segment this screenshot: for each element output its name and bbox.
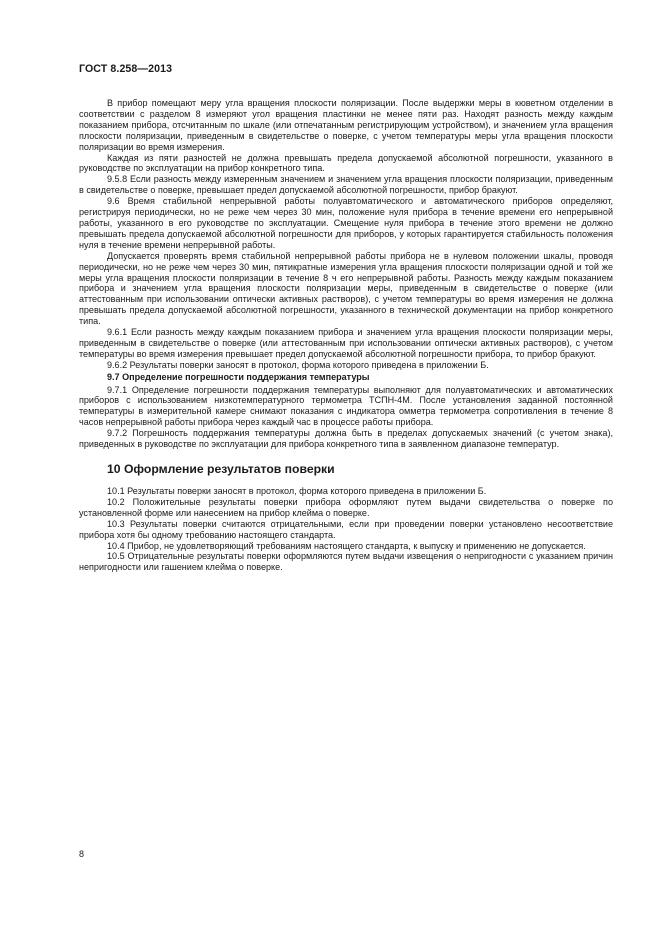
paragraph: В прибор помещают меру угла вращения плоскости поляризации. После выдержки меры в кюветном отделении в соответствии с разделом 8 измеряют угол вращения пластинки не менее пяти раз. Находят разность между каждым показанием прибора, отсчитанным по шкале (или отпечатанным регистрирующим устройством), и значением угла вращения плоскости поляризации, приведенным в свидетельстве о поверке, с учетом температуры меры угла вращения плоскости поляризации во время измерения. xyxy=(79,98,613,152)
paragraph-10-2: 10.2 Положительные результаты поверки прибора оформляют путем выдачи свидетельства о поверке по установленной форме или нанесением на прибор клейма о поверке. xyxy=(79,496,613,518)
paragraph: Каждая из пяти разностей не должна превышать предела допускаемой абсолютной погрешности, указанного в руководстве по эксплуатации на прибор конкретного типа. xyxy=(79,152,613,174)
page-number: 8 xyxy=(79,849,85,859)
paragraph-10-3: 10.3 Результаты поверки считаются отрицательными, если при проведении поверки установлено несоответствие прибора хотя бы одному требованию настоящего стандарта. xyxy=(79,518,613,540)
paragraph-9-7-2: 9.7.2 Погрешность поддержания температуры должна быть в пределах допускаемых значений (с учетом знака), приведенных в руководстве по эксплуатации для прибора конкретного типа в заявленном диапазоне температур. xyxy=(79,428,613,450)
document-header: ГОСТ 8.258—2013 xyxy=(79,63,173,75)
paragraph-10-4: 10.4 Прибор, не удовлетворяющий требованиям настоящего стандарта, к выпуску и применению не допускается. xyxy=(107,540,586,551)
paragraph-10-1: 10.1 Результаты поверки заносят в протокол, форма которого приведена в приложении Б. xyxy=(107,486,487,496)
paragraph-9-6: 9.6 Время стабильной непрерывной работы полуавтоматического и автоматического приборов определяют, регистрируя периодически, но не реже чем через 30 мин, положение нуля прибора в течение времени его непрерывной работы, указанного в его руководстве по эксплуатации. Смещение нуля прибора в течение этого времени не должно превышать предела допускаемой абсолютной погрешности для приборов, у которых гарантируется стабильность положения нуля в течение времени непрерывной работы. xyxy=(79,196,613,250)
paragraph: Допускается проверять время стабильной непрерывной работы прибора не в нулевом положении шкалы, проводя периодически, но не реже чем через 30 мин, пятикратные измерения угла вращения плоскости поляризации одной и той же меры угла вращения плоскости поляризации в течение 8 ч его непрерывной работы. Разность между каждым показанием прибора и значением угла вращения плоскости поляризации меры, приведенным в свидетельстве о поверке (или аттестованным при использовании оптически активных растворов), с учетом температуры во время измерения не должна превышать предела допускаемой абсолютной погрешности, указанного в технической документации на прибор конкретного типа. xyxy=(79,250,613,327)
paragraph-9-7-1: 9.7.1 Определение погрешности поддержания температуры выполняют для полуавтоматических и автоматических приборов с использованием низкотемпературного термометра ТСПН-4М. После установления заданной постоянной температуры в измерительной камере снимают показания с индикатора омметра термометра сопротивления в течение 8 часов непрерывной работы прибора через каждый час в процессе работы прибора. xyxy=(79,384,613,428)
subheading-9-7: 9.7 Определение погрешности поддержания температуры xyxy=(107,371,370,382)
paragraph-10-5: 10.5 Отрицательные результаты поверки оформляются путем выдачи извещения о непригодности с указанием причин непригодности или гашением клейма о поверке. xyxy=(79,551,613,573)
paragraph-9-6-2: 9.6.2 Результаты поверки заносят в протокол, форма которого приведена в приложении Б. xyxy=(107,359,489,370)
section-10-heading: 10 Оформление результатов поверки xyxy=(107,462,335,476)
paragraph-9-5-8: 9.5.8 Если разность между измеренным значением и значением угла вращения плоскости поляризации, приведенным в свидетельстве о поверке, превышает предел допускаемой абсолютной погрешности, прибор бракуют. xyxy=(79,174,613,196)
document-body xyxy=(79,98,613,573)
paragraph-9-6-1: 9.6.1 Если разность между каждым показанием прибора и значением угла вращения плоскости поляризации меры, приведенным в свидетельстве о поверке (или аттестованным при использовании оптически активных растворов), с учетом температуры во время измерения превышает предел допускаемой абсолютной погрешности прибора, то прибор бракуют. xyxy=(79,327,613,359)
